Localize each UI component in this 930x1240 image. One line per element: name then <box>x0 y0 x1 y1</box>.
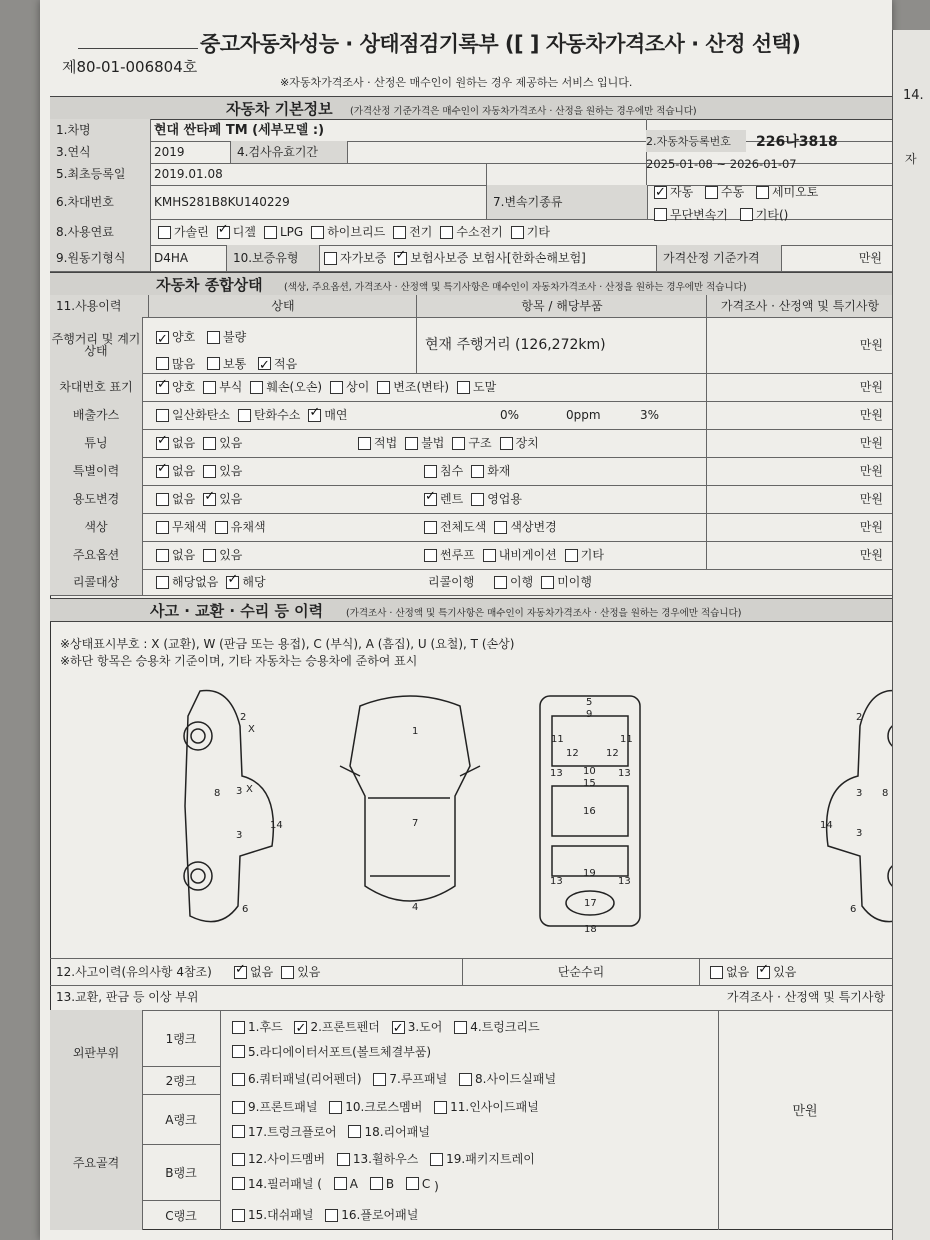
pillar-a[interactable]: A <box>326 1173 358 1195</box>
color-detail-options <box>416 513 557 541</box>
row-option <box>50 541 892 570</box>
vin-value: KMHS281B8KU140229 <box>154 195 290 209</box>
trans-semi[interactable]: 세미오토 <box>748 182 818 202</box>
vinmark-good[interactable]: ✓ 양호 <box>148 381 195 394</box>
accident-band <box>50 598 892 622</box>
mark-8-right: 8 <box>882 788 889 799</box>
row-accident-history <box>50 958 892 986</box>
parts-label: 13.교환, 판금 등 이상 부위 <box>56 990 199 1004</box>
history-options <box>226 959 320 985</box>
fuel-diesel[interactable]: ✓ 디젤 <box>209 226 256 239</box>
inspection-sheet <box>40 0 892 1240</box>
recall-label: 리콜대상 <box>50 569 143 595</box>
engine-label: 9.원동기형식 <box>50 245 151 271</box>
rankA-label: A랭크 <box>142 1094 220 1145</box>
special-options <box>148 457 242 485</box>
special-fire[interactable]: 화재 <box>463 465 510 478</box>
vinmark-mismatch[interactable]: 상이 <box>322 381 369 394</box>
firstreg-label: 5.최초등록일 <box>50 163 151 185</box>
base-price-label: 가격산정 기준가격 <box>656 245 782 271</box>
rankA-options <box>224 1096 539 1145</box>
row-parts-header <box>50 984 892 1011</box>
mark-4: 4 <box>412 902 419 913</box>
col-item: 항목 / 해당부품 <box>416 295 707 317</box>
recall-options <box>148 569 266 595</box>
engine-value: D4HA <box>154 251 189 265</box>
purpose-yes[interactable]: ✓ 있음 <box>195 493 242 506</box>
mark-x-left-3: X <box>246 784 253 795</box>
fuel-hybrid[interactable]: 하이브리드 <box>303 226 385 239</box>
recall-item: 리콜이행 <box>428 575 475 589</box>
simple-repair-options <box>702 959 796 985</box>
option-label: 주요옵션 <box>50 541 143 569</box>
color-full-paint[interactable]: 전체도색 <box>416 521 486 534</box>
emission-co-value: 0% <box>500 408 520 422</box>
emission-smoke-value: 3% <box>640 408 660 422</box>
special-flood[interactable]: 침수 <box>416 465 463 478</box>
part-front-fender[interactable]: ✓ 2.프론트펜더 <box>286 1016 379 1038</box>
accident-title: 사고 · 교환 · 수리 등 이력 <box>150 602 324 620</box>
mileage-price: 만원 <box>706 317 893 373</box>
mark-13-rear-right: 13 <box>618 876 631 887</box>
pillar-b[interactable]: B <box>362 1173 394 1195</box>
vinmark-smeared[interactable]: 도말 <box>449 381 496 394</box>
tuning-yes[interactable]: 있음 <box>195 437 242 450</box>
row-mileage <box>50 317 892 374</box>
row-engine <box>50 245 892 272</box>
part-rear-panel[interactable]: 18.리어패널 <box>340 1121 429 1143</box>
basic-info-note: (가격산정 기준가격은 매수인이 자동차가격조사 · 산정을 원하는 경우에만 적습니다) <box>350 106 697 117</box>
mark-1: 1 <box>412 726 419 737</box>
mileage-low[interactable]: ✓ 적음 <box>250 352 297 376</box>
recall-done[interactable]: 이행 <box>486 576 533 589</box>
option-detail-options <box>416 541 604 569</box>
mark-2-left: 2 <box>240 712 247 723</box>
part-door[interactable]: ✓ 3.도어 <box>384 1016 443 1038</box>
rank1-label: 1랭크 <box>142 1010 220 1067</box>
mark-x-left-2: X <box>248 724 255 735</box>
part-quarter-panel[interactable]: 6.쿼터패널(리어펜더) <box>224 1068 362 1090</box>
special-yes[interactable]: 있음 <box>195 465 242 478</box>
pillar-c[interactable]: C <box>398 1173 430 1195</box>
mark-10: 10 <box>583 766 596 777</box>
mark-14-left: 14 <box>270 820 283 831</box>
mileage-options <box>148 325 297 378</box>
part-front-panel[interactable]: 9.프론트패널 <box>224 1096 317 1118</box>
row-fuel <box>50 219 892 246</box>
emission-co[interactable]: 일산화탄소 <box>148 409 230 422</box>
simple-repair-label: 단순수리 <box>462 959 700 985</box>
history-label: 12.사고이력(유의사항 4참조) <box>56 965 212 979</box>
summary-note: (색상, 주요옵션, 가격조사 · 산정액 및 특기사항은 매수인이 자동차가격조사 · 산정을 원하는 경우에만 적습니다) <box>284 282 747 293</box>
summary-band <box>50 272 892 296</box>
name-value: 현대 싼타페 TM (세부모델 :) <box>154 122 325 138</box>
mark-12-left: 12 <box>566 748 579 759</box>
accident-legend <box>60 636 514 670</box>
mark-13-front-right: 13 <box>618 768 631 779</box>
mileage-good[interactable]: ✓ 양호 <box>148 325 195 349</box>
part-wheel-house[interactable]: 13.휠하우스 <box>329 1148 418 1170</box>
mark-18: 18 <box>584 924 597 935</box>
rank2-options <box>224 1068 556 1093</box>
next-page-edge <box>892 30 930 1240</box>
part-trunk-floor[interactable]: 17.트렁크플로어 <box>224 1121 337 1143</box>
mark-2-right: 2 <box>856 712 863 723</box>
tuning-detail-options <box>350 429 539 457</box>
part-package-tray[interactable]: 19.패키지트레이 <box>422 1148 535 1170</box>
mark-3-left-upper: 3 <box>236 786 243 797</box>
tuning-price: 만원 <box>706 429 893 457</box>
rank2-label: 2랭크 <box>142 1066 220 1095</box>
next-page-label: 14. <box>903 88 924 103</box>
legend-line-1: ※상태표시부호 : X (교환), W (판금 또는 용접), C (부식), A (흠집), U (요철), T (손상) <box>60 637 515 651</box>
option-price: 만원 <box>706 541 893 569</box>
special-none[interactable]: ✓ 없음 <box>148 465 195 478</box>
warranty-options <box>316 245 586 271</box>
col-state: 상태 <box>148 295 417 317</box>
tuning-options <box>148 429 242 457</box>
header-rule <box>78 48 198 49</box>
trans-manual[interactable]: 수동 <box>697 182 744 202</box>
basic-info-band <box>50 96 892 120</box>
mileage-high[interactable]: 많음 <box>148 352 195 376</box>
fuel-lpg[interactable]: LPG <box>256 226 303 239</box>
rankC-options <box>224 1204 418 1229</box>
firstreg-value: 2019.01.08 <box>154 167 223 181</box>
valid-value: 2025-01-08 ~ 2026-01-07 <box>646 157 797 171</box>
mark-11-right: 11 <box>620 734 633 745</box>
mileage-bad[interactable]: 불량 <box>199 325 246 349</box>
option-options <box>148 541 242 569</box>
exterior-label: 외판부위 <box>50 1010 142 1095</box>
year-label: 3.연식 <box>50 141 151 163</box>
accident-note: (가격조사 · 산정액 및 특기사항은 매수인이 자동차가격조사 · 산정을 원하는 경우에만 적습니다) <box>346 608 742 619</box>
mileage-normal[interactable]: 보통 <box>199 352 246 376</box>
row-emission <box>50 401 892 430</box>
trans-auto[interactable]: ✓ 자동 <box>646 182 693 202</box>
tuning-none[interactable]: ✓ 없음 <box>148 437 195 450</box>
option-other[interactable]: 기타 <box>557 549 604 562</box>
part-side-member[interactable]: 12.사이드멤버 <box>224 1148 325 1170</box>
mark-15: 15 <box>583 778 596 789</box>
mark-7: 7 <box>412 818 419 829</box>
color-change[interactable]: 색상변경 <box>486 521 556 534</box>
history-yes[interactable]: 있음 <box>273 966 320 979</box>
special-price: 만원 <box>706 457 893 485</box>
tuning-illegal[interactable]: 불법 <box>397 437 444 450</box>
mark-3-right-lower: 3 <box>856 828 863 839</box>
mark-9: 9 <box>586 709 593 720</box>
vinmark-label: 차대번호 표기 <box>50 373 143 401</box>
warranty-insurer[interactable]: ✓ 보험사보증 보험사[한화손해보험] <box>386 252 585 265</box>
tuning-label: 튜닝 <box>50 429 143 457</box>
document-number: 제80-01-006804호 <box>62 58 198 76</box>
tuning-device[interactable]: 장치 <box>492 437 539 450</box>
rankC-label: C랭크 <box>165 1208 197 1223</box>
basic-info-title: 자동차 기본정보 <box>226 100 333 118</box>
purpose-none[interactable]: 없음 <box>148 493 195 506</box>
recall-yes[interactable]: ✓ 해당 <box>218 576 265 589</box>
special-detail-options <box>416 457 510 485</box>
mileage-label: 주행거리 및 계기상태 <box>50 317 143 373</box>
part-hood[interactable]: 1.후드 <box>224 1016 283 1038</box>
recall-none[interactable]: 해당없음 <box>148 576 218 589</box>
vinmark-corrosion[interactable]: 부식 <box>195 381 242 394</box>
vehicle-diagram <box>170 686 930 936</box>
part-roof-panel[interactable]: 7.루프패널 <box>365 1068 447 1090</box>
part-pillar-panel[interactable]: 14.필러패널 ( <box>224 1173 322 1195</box>
fuel-other[interactable]: 기타 <box>503 226 550 239</box>
trans-cvt[interactable]: 무단변속기 <box>646 205 728 225</box>
emission-label: 배출가스 <box>50 401 143 429</box>
rank1-options <box>224 1016 540 1065</box>
part-inside-panel[interactable]: 11.인사이드패널 <box>426 1096 539 1118</box>
purpose-business[interactable]: 영업용 <box>463 493 522 506</box>
part-floor-panel[interactable]: 16.플로어패널 <box>317 1204 418 1226</box>
mark-19: 19 <box>583 868 596 879</box>
row-color <box>50 513 892 542</box>
mark-12-right: 12 <box>606 748 619 759</box>
trans-other[interactable]: 기타() <box>732 205 789 225</box>
purpose-detail-options <box>416 485 522 513</box>
option-sunroof[interactable]: 썬루프 <box>416 549 475 562</box>
mark-14-right: 14 <box>820 820 833 831</box>
tuning-structure[interactable]: 구조 <box>444 437 491 450</box>
mark-6-left: 6 <box>242 904 249 915</box>
col-usage: 11.사용이력 <box>56 299 122 313</box>
warranty-label: 10.보증유형 <box>226 245 320 271</box>
simple-yes[interactable]: ✓ 있음 <box>749 966 796 979</box>
document-note: ※자동차가격조사 · 산정은 매수인이 원하는 경우 제공하는 서비스 입니다. <box>280 76 633 89</box>
part-cross-member[interactable]: 10.크로스멤버 <box>321 1096 422 1118</box>
parts-price-label: 가격조사 · 산정액 및 특기사항 <box>726 990 886 1004</box>
mark-6-right: 6 <box>850 904 857 915</box>
vinmark-options <box>148 373 496 401</box>
col-price: 가격조사 · 산정액 및 특기사항 <box>706 295 893 317</box>
color-label: 색상 <box>50 513 143 541</box>
simple-none[interactable]: 없음 <box>702 966 749 979</box>
option-yes[interactable]: 있음 <box>195 549 242 562</box>
part-side-sill[interactable]: 8.사이드실패널 <box>451 1068 556 1090</box>
history-none[interactable]: ✓ 없음 <box>226 966 273 979</box>
base-price-unit: 만원 <box>858 251 882 265</box>
fuel-gasoline[interactable]: 가솔린 <box>150 226 209 239</box>
legend-line-2: ※하단 항목은 승용차 기준이며, 기타 자동차는 승용차에 준하여 표시 <box>60 654 418 668</box>
row-tuning <box>50 429 892 458</box>
year-value: 2019 <box>154 145 185 159</box>
purpose-price: 만원 <box>706 485 893 513</box>
mark-3-left-lower: 3 <box>236 830 243 841</box>
mark-17: 17 <box>584 898 597 909</box>
rankB-options <box>224 1148 535 1197</box>
emission-smoke[interactable]: ✓ 매연 <box>300 409 347 422</box>
rankB-label: B랭크 <box>142 1144 220 1201</box>
emission-hc[interactable]: 탄화수소 <box>230 409 300 422</box>
row-recall <box>50 569 892 596</box>
parts-price-unit: 만원 <box>792 1104 818 1119</box>
tuning-legal[interactable]: 적법 <box>350 437 397 450</box>
mark-8-left: 8 <box>214 788 221 799</box>
color-chromatic[interactable]: 유채색 <box>207 521 266 534</box>
row-purpose <box>50 485 892 514</box>
summary-title: 자동차 종합상태 <box>156 276 263 294</box>
part-dash-panel[interactable]: 15.대쉬패널 <box>224 1204 313 1226</box>
next-page-label-2: 자 <box>905 152 917 166</box>
row-special <box>50 457 892 486</box>
purpose-rent[interactable]: ✓ 렌트 <box>416 493 463 506</box>
special-label: 특별이력 <box>50 457 143 485</box>
vinmark-damage[interactable]: 훼손(오손) <box>242 381 322 394</box>
vinmark-price: 만원 <box>706 373 893 401</box>
fuel-options <box>150 219 550 245</box>
row-vinmark <box>50 373 892 402</box>
vinmark-altered[interactable]: 변조(변타) <box>369 381 449 394</box>
emission-options <box>148 401 348 429</box>
reg-label: 2.자동차등록번호 <box>646 130 746 152</box>
option-none[interactable]: 없음 <box>148 549 195 562</box>
fuel-electric[interactable]: 전기 <box>385 226 432 239</box>
mark-11-left: 11 <box>551 734 564 745</box>
vin-label: 6.차대번호 <box>50 185 151 219</box>
option-navigation[interactable]: 내비게이션 <box>475 549 557 562</box>
color-price: 만원 <box>706 513 893 541</box>
part-radiator-support[interactable]: 5.라디에이터서포트(볼트체결부품) <box>224 1041 431 1063</box>
color-options <box>148 513 266 541</box>
trans-label: 7.변속기종류 <box>486 185 648 219</box>
purpose-options <box>148 485 242 513</box>
left-side-view <box>185 690 273 921</box>
recall-item-options <box>486 569 592 595</box>
warranty-self[interactable]: 자가보증 <box>316 252 386 265</box>
valid-label: 4.검사유효기간 <box>230 141 348 163</box>
mark-3-right-upper: 3 <box>856 788 863 799</box>
emission-hc-value: 0ppm <box>566 408 601 422</box>
emission-price: 만원 <box>706 401 893 429</box>
summary-header-row <box>50 295 892 318</box>
part-trunk-lid[interactable]: 4.트렁크리드 <box>446 1016 539 1038</box>
fuel-hydrogen[interactable]: 수소전기 <box>432 226 502 239</box>
purpose-label: 용도변경 <box>50 485 143 513</box>
mark-13-rear-left: 13 <box>550 876 563 887</box>
name-label: 1.차명 <box>50 119 151 141</box>
color-achromatic[interactable]: 무채색 <box>148 521 207 534</box>
fuel-label: 8.사용연료 <box>50 219 151 245</box>
pillar-close-paren: ) <box>434 1179 439 1193</box>
mark-5: 5 <box>586 697 593 708</box>
parts-table <box>50 1010 892 1230</box>
document-title: 중고자동차성능 · 상태점검기록부 ([ ] 자동차가격조사 · 산정 선택) <box>200 32 801 56</box>
recall-not-done[interactable]: 미이행 <box>533 576 592 589</box>
mark-13-front-left: 13 <box>550 768 563 779</box>
frame-label: 주요골격 <box>50 1094 142 1230</box>
reg-value: 226나3818 <box>756 134 838 150</box>
mark-16: 16 <box>583 806 596 817</box>
mileage-item: 현재 주행거리 (126,272km) <box>416 317 715 373</box>
